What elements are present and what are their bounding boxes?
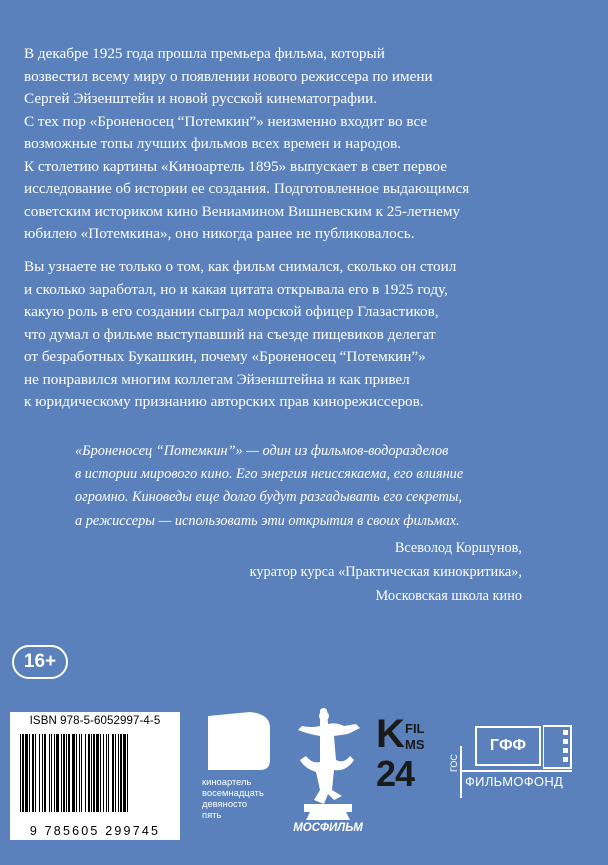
text-line: С тех пор «Броненосец “Потемкин”» неизменно входит во все (24, 112, 428, 130)
text-line: возвестил всему миру о появлении нового режиссера по имени (24, 67, 433, 85)
quote-line: огромно. Киноведы еще долго будут разгадывать его секреты, (75, 489, 463, 506)
text-line: и сколько заработал, но и какая цитата открывала его в 1925 году, (24, 280, 448, 298)
quote-attribution (250, 536, 522, 608)
kfilms-ms: MS (405, 737, 425, 752)
kinoartel-logo (200, 710, 276, 832)
kfilms-k: K (376, 712, 405, 756)
age-rating-badge: 16+ (12, 645, 68, 679)
film-sprocket-icon (543, 724, 573, 770)
attribution-org: Московская школа кино (375, 588, 522, 604)
mosfilm-logo (290, 704, 366, 839)
kinoartel-wordmark: киноартель восемнадцать девяносто пять (202, 776, 264, 820)
isbn-barcode (10, 712, 180, 840)
text-line: не понравился многим коллегам Эйзенштейна и как привел (24, 370, 410, 388)
kfilms-24: 24 (376, 753, 415, 794)
text-line: от безработных Букашкин, почему «Броненосец “Потемкин”» (24, 348, 426, 365)
kfilms-fil: FIL (405, 721, 425, 736)
worker-and-kolkhoz-woman-icon (290, 704, 366, 822)
description-paragraph-2 (24, 256, 544, 414)
quote-line: «Броненосец “Потемкин”» — один из фильмов-водоразделов (75, 443, 449, 459)
text-line: к юридическому признанию авторских прав кинорежиссеров. (24, 393, 424, 410)
kfilms24-logo (376, 712, 446, 806)
barcode-bars (18, 734, 172, 812)
isbn-label: ISBN 978-5-6052997-4-5 (29, 715, 161, 727)
gff-badge: ГФФ (475, 726, 541, 766)
text-line: какую роль в его создании сыграл морской офицер Глазастиков, (24, 303, 439, 320)
text-line: В декабре 1925 года прошла премьера фильма, который (24, 45, 385, 62)
kinoartel-emblem (206, 710, 272, 772)
gff-wordmark: ФИЛЬМОФОНД (465, 774, 564, 789)
text-line: К столетию картины «Киноартель 1895» выпускает в свет первое (24, 157, 447, 175)
gff-rule-horizontal (460, 770, 572, 772)
ean-digits: 9 785605 299745 (29, 824, 161, 838)
attribution-role: куратор курса «Практическая кинокритика», (249, 564, 522, 580)
text-line: юбилею «Потемкина», оно никогда ранее не публиковалось. (24, 225, 415, 242)
description-paragraph-1 (24, 43, 544, 246)
mosfilm-wordmark: МОСФИЛЬМ (293, 822, 363, 834)
gff-vertical-label: ГОС (449, 754, 459, 772)
text-line: исследование об истории ее создания. Подготовленное выдающимся (24, 180, 470, 197)
text-line: Вы узнаете не только о том, как фильм снимался, сколько он стоил (24, 258, 457, 275)
quote-line: а режиссеры — использовать эти открытия в своих фильмах. (75, 512, 460, 529)
text-line: Сергей Эйзенштейн и новой русской кинематографии. (24, 90, 378, 107)
text-line: что думал о фильме выступавший на съезде пищевиков делегат (24, 325, 436, 343)
gosfilmofond-logo (449, 716, 577, 806)
pull-quote (75, 440, 535, 533)
text-line: советским историком кино Вениамином Вишневским к 25-летнему (24, 202, 461, 220)
text-line: возможные топы лучших фильмов всех времен и народов. (24, 135, 402, 152)
quote-line: в истории мирового кино. Его энергия неиссякаема, его влияние (75, 466, 464, 483)
attribution-name: Всеволод Коршунов, (394, 540, 522, 556)
